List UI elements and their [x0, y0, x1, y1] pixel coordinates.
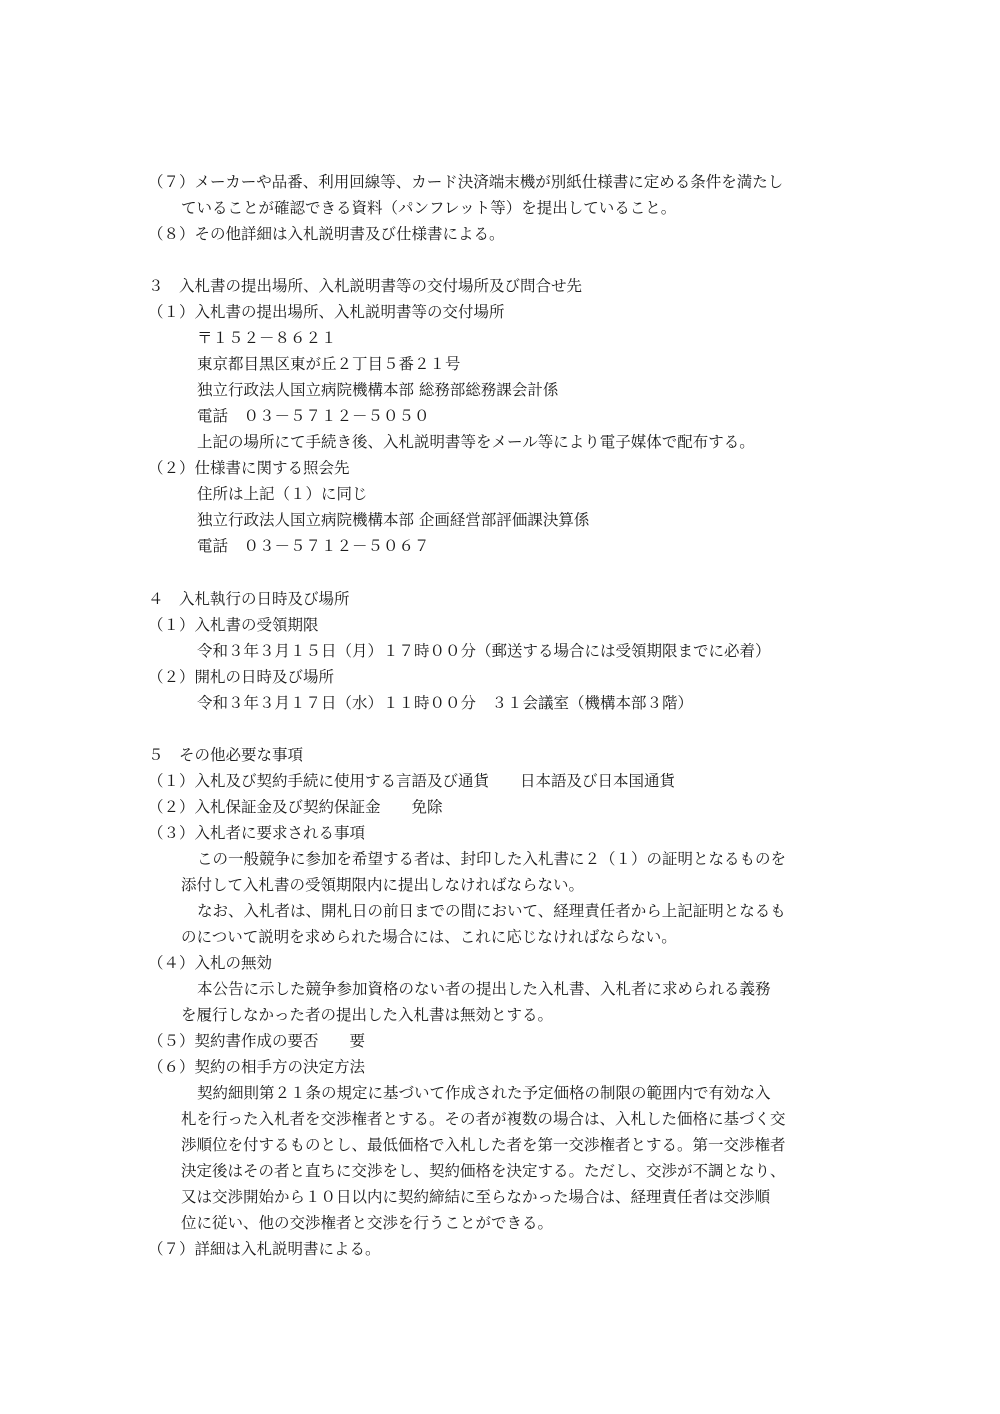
phone-2: 電話 ０３－５７１２－５０６７ [197, 537, 430, 555]
item-3-para-2-line-2: のについて説明を求められた場合には、これに応じなければならない。 [181, 928, 677, 946]
section-3-item-2: （２）仕様書に関する照会先 [148, 459, 350, 477]
section-4-item-2: （２）開札の日時及び場所 [148, 668, 335, 686]
section-5-item-2: （２）入札保証金及び契約保証金 免除 [148, 798, 443, 816]
item-4-line-2: を履行しなかった者の提出した入札書は無効とする。 [181, 1006, 554, 1024]
section-5-item-3: （３）入札者に要求される事項 [148, 824, 366, 842]
item-8: （８）その他詳細は入札説明書及び仕様書による。 [148, 225, 505, 243]
item-6-line-5: 又は交渉開始から１０日以内に契約締結に至らなかった場合は、経理責任者は交渉順 [181, 1188, 771, 1206]
address-same: 住所は上記（１）に同じ [197, 485, 368, 503]
opening-datetime: 令和３年３月１７日（水）１１時００分 ３１会議室（機構本部３階） [197, 694, 694, 712]
item-3-para-1-line-2: 添付して入札書の受領期限内に提出しなければならない。 [181, 876, 585, 894]
item-6-line-3: 渉順位を付するものとし、最低価格で入札した者を第一交渉権者とする。第一交渉権者 [181, 1136, 786, 1154]
section-3-item-1: （１）入札書の提出場所、入札説明書等の交付場所 [148, 303, 505, 321]
phone-1: 電話 ０３－５７１２－５０５０ [197, 407, 430, 425]
item-6-line-1: 契約細則第２１条の規定に基づいて作成された予定価格の制限の範囲内で有効な入 [197, 1084, 771, 1102]
section-5-item-5: （５）契約書作成の要否 要 [148, 1032, 366, 1050]
section-5-item-1: （１）入札及び契約手続に使用する言語及び通貨 日本語及び日本国通貨 [148, 772, 676, 790]
office-name-1: 独立行政法人国立病院機構本部 総務部総務課会計係 [197, 381, 559, 399]
postal-code: 〒１５２－８６２１ [197, 329, 337, 347]
item-6-line-6: 位に従い、他の交渉権者と交渉を行うことができる。 [181, 1214, 554, 1232]
section-3-heading: ３ 入札書の提出場所、入札説明書等の交付場所及び問合せ先 [148, 277, 583, 295]
section-5-item-4: （４）入札の無効 [148, 954, 273, 972]
address: 東京都目黒区東が丘２丁目５番２１号 [197, 355, 461, 373]
item-3-para-2-line-1: なお、入札者は、開札日の前日までの間において、経理責任者から上記証明となるも [197, 902, 786, 920]
item-4-line-1: 本公告に示した競争参加資格のない者の提出した入札書、入札者に求められる義務 [197, 980, 771, 998]
receipt-deadline: 令和３年３月１５日（月）１７時００分（郵送する場合には受領期限までに必着） [197, 642, 771, 660]
section-4-heading: ４ 入札執行の日時及び場所 [148, 590, 350, 608]
section-4-item-1: （１）入札書の受領期限 [148, 616, 319, 634]
item-7-line-1: （７）メーカーや品番、利用回線等、カード決済端末機が別紙仕様書に定める条件を満たし [148, 173, 784, 191]
office-name-2: 独立行政法人国立病院機構本部 企画経営部評価課決算係 [197, 511, 590, 529]
distribution-note: 上記の場所にて手続き後、入札説明書等をメール等により電子媒体で配布する。 [197, 433, 755, 451]
section-5-item-7: （７）詳細は入札説明書による。 [148, 1240, 381, 1258]
item-6-line-4: 決定後はその者と直ちに交渉をし、契約価格を決定する。ただし、交渉が不調となり、 [181, 1162, 786, 1180]
item-7-line-2: ていることが確認できる資料（パンフレット等）を提出していること。 [181, 199, 677, 217]
section-5-heading: ５ その他必要な事項 [148, 746, 304, 764]
section-5-item-6: （６）契約の相手方の決定方法 [148, 1058, 366, 1076]
item-3-para-1-line-1: この一般競争に参加を希望する者は、封印した入札書に２（１）の証明となるものを [197, 850, 787, 868]
item-6-line-2: 札を行った入札者を交渉権者とする。その者が複数の場合は、入札した価格に基づく交 [181, 1110, 786, 1128]
